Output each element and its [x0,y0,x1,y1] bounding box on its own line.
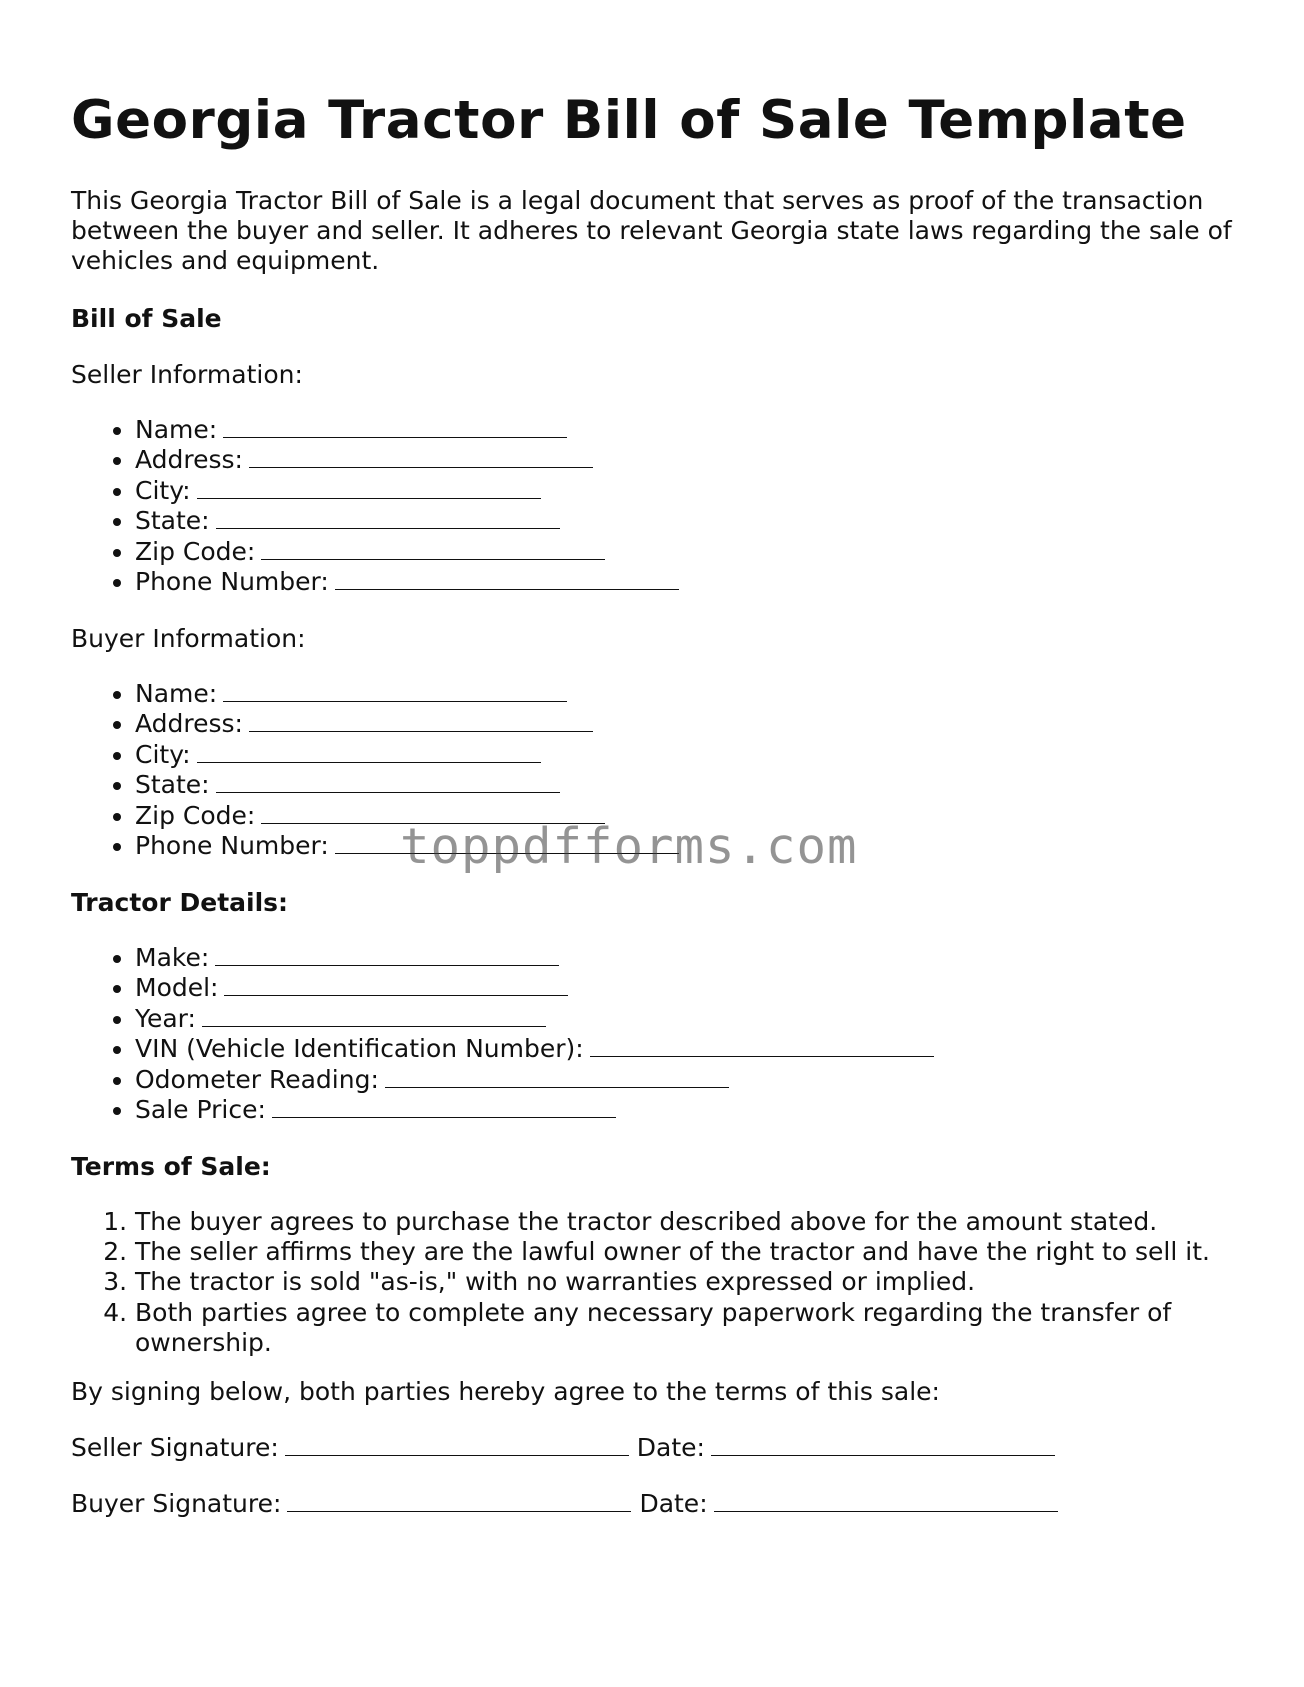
tractor-odometer-label: Odometer Reading: [135,1064,379,1094]
tractor-vin-line[interactable] [590,1034,934,1057]
seller-date-label: Date: [636,1433,705,1462]
seller-address-line[interactable] [249,445,593,468]
tractor-model-label: Model: [135,973,219,1003]
term-item: 4. Both parties agree to complete any necessary paperwork regarding the transfer of ownership. [135,1298,1295,1358]
buyer-field-list [71,679,679,861]
buyer-date-line[interactable] [714,1489,1058,1512]
seller-phone-item [135,567,679,597]
seller-zip-label: Zip Code: [135,536,256,566]
buyer-address-item [135,709,679,739]
buyer-phone-label: Phone Number: [135,831,329,861]
agreement-statement: By signing below, both parties hereby agree to the terms of this sale: [71,1377,940,1406]
buyer-state-item [135,770,679,800]
buyer-signature-row [71,1489,1066,1519]
tractor-price-line[interactable] [272,1095,616,1118]
buyer-address-label: Address: [135,709,243,739]
seller-name-item [135,415,679,445]
buyer-name-label: Name: [135,679,218,708]
seller-name-line[interactable] [223,415,567,438]
buyer-city-label: City: [135,739,191,769]
buyer-name-line[interactable] [223,679,567,702]
tractor-vin-label: VIN (Vehicle Identification Number): [135,1034,584,1064]
seller-state-label: State: [135,506,210,536]
buyer-zip-label: Zip Code: [135,800,256,830]
terms-list [71,1207,1295,1358]
seller-address-item [135,445,679,475]
buyer-zip-line[interactable] [261,801,605,824]
seller-state-line[interactable] [216,506,560,529]
seller-city-line[interactable] [197,476,541,499]
seller-phone-line[interactable] [335,567,679,590]
tractor-make-label: Make: [135,943,210,972]
seller-zip-item [135,537,679,567]
tractor-year-label: Year: [135,1003,196,1033]
tractor-price-label: Sale Price: [135,1095,266,1125]
terms-heading: Terms of Sale: [71,1152,271,1181]
tractor-field-list [71,943,934,1125]
seller-signature-row [71,1433,1063,1463]
buyer-state-label: State: [135,770,210,800]
buyer-date-label: Date: [639,1489,708,1518]
buyer-phone-line[interactable] [335,831,679,854]
seller-date-line[interactable] [711,1433,1055,1456]
buyer-zip-item [135,801,679,831]
buyer-name-item [135,679,679,709]
buyer-state-line[interactable] [216,770,560,793]
term-item: 3. The tractor is sold "as-is," with no warranties expressed or implied. [135,1267,1295,1297]
buyer-info-heading: Buyer Information: [71,624,306,653]
seller-zip-line[interactable] [261,537,605,560]
seller-signature-line[interactable] [285,1433,629,1456]
bill-of-sale-heading: Bill of Sale [71,304,222,333]
buyer-signature-line[interactable] [287,1489,631,1512]
buyer-signature-label: Buyer Signature: [71,1489,282,1518]
seller-phone-label: Phone Number: [135,567,329,597]
tractor-vin-item [135,1034,934,1064]
buyer-phone-item [135,831,679,861]
term-item: 1. The buyer agrees to purchase the tractor described above for the amount stated. [135,1207,1295,1237]
tractor-odometer-line[interactable] [385,1065,729,1088]
seller-city-item [135,476,679,506]
seller-info-heading: Seller Information: [71,360,303,389]
buyer-city-item [135,740,679,770]
tractor-odometer-item [135,1065,934,1095]
seller-field-list [71,415,679,597]
tractor-make-line[interactable] [215,943,559,966]
tractor-year-item [135,1004,934,1034]
seller-city-label: City: [135,475,191,505]
watermark-text: toppdfforms.com [400,818,858,875]
tractor-details-heading: Tractor Details: [71,888,289,917]
buyer-city-line[interactable] [197,740,541,763]
tractor-make-item [135,943,934,973]
seller-name-label: Name: [135,415,218,444]
term-item: 2. The seller affirms they are the lawful owner of the tractor and have the right to sell it. [135,1237,1295,1267]
seller-address-label: Address: [135,445,243,475]
tractor-year-line[interactable] [202,1004,546,1027]
document-title: Georgia Tractor Bill of Sale Template [71,90,1187,151]
seller-signature-label: Seller Signature: [71,1433,279,1462]
seller-state-item [135,506,679,536]
tractor-model-item [135,973,934,1003]
intro-paragraph: This Georgia Tractor Bill of Sale is a legal document that serves as proof of the transaction between the buyer and seller. It adheres to relevant Georgia state laws regarding the sale of vehicles and equipment. [71,186,1232,275]
tractor-price-item [135,1095,934,1125]
buyer-address-line[interactable] [249,709,593,732]
tractor-model-line[interactable] [224,973,568,996]
